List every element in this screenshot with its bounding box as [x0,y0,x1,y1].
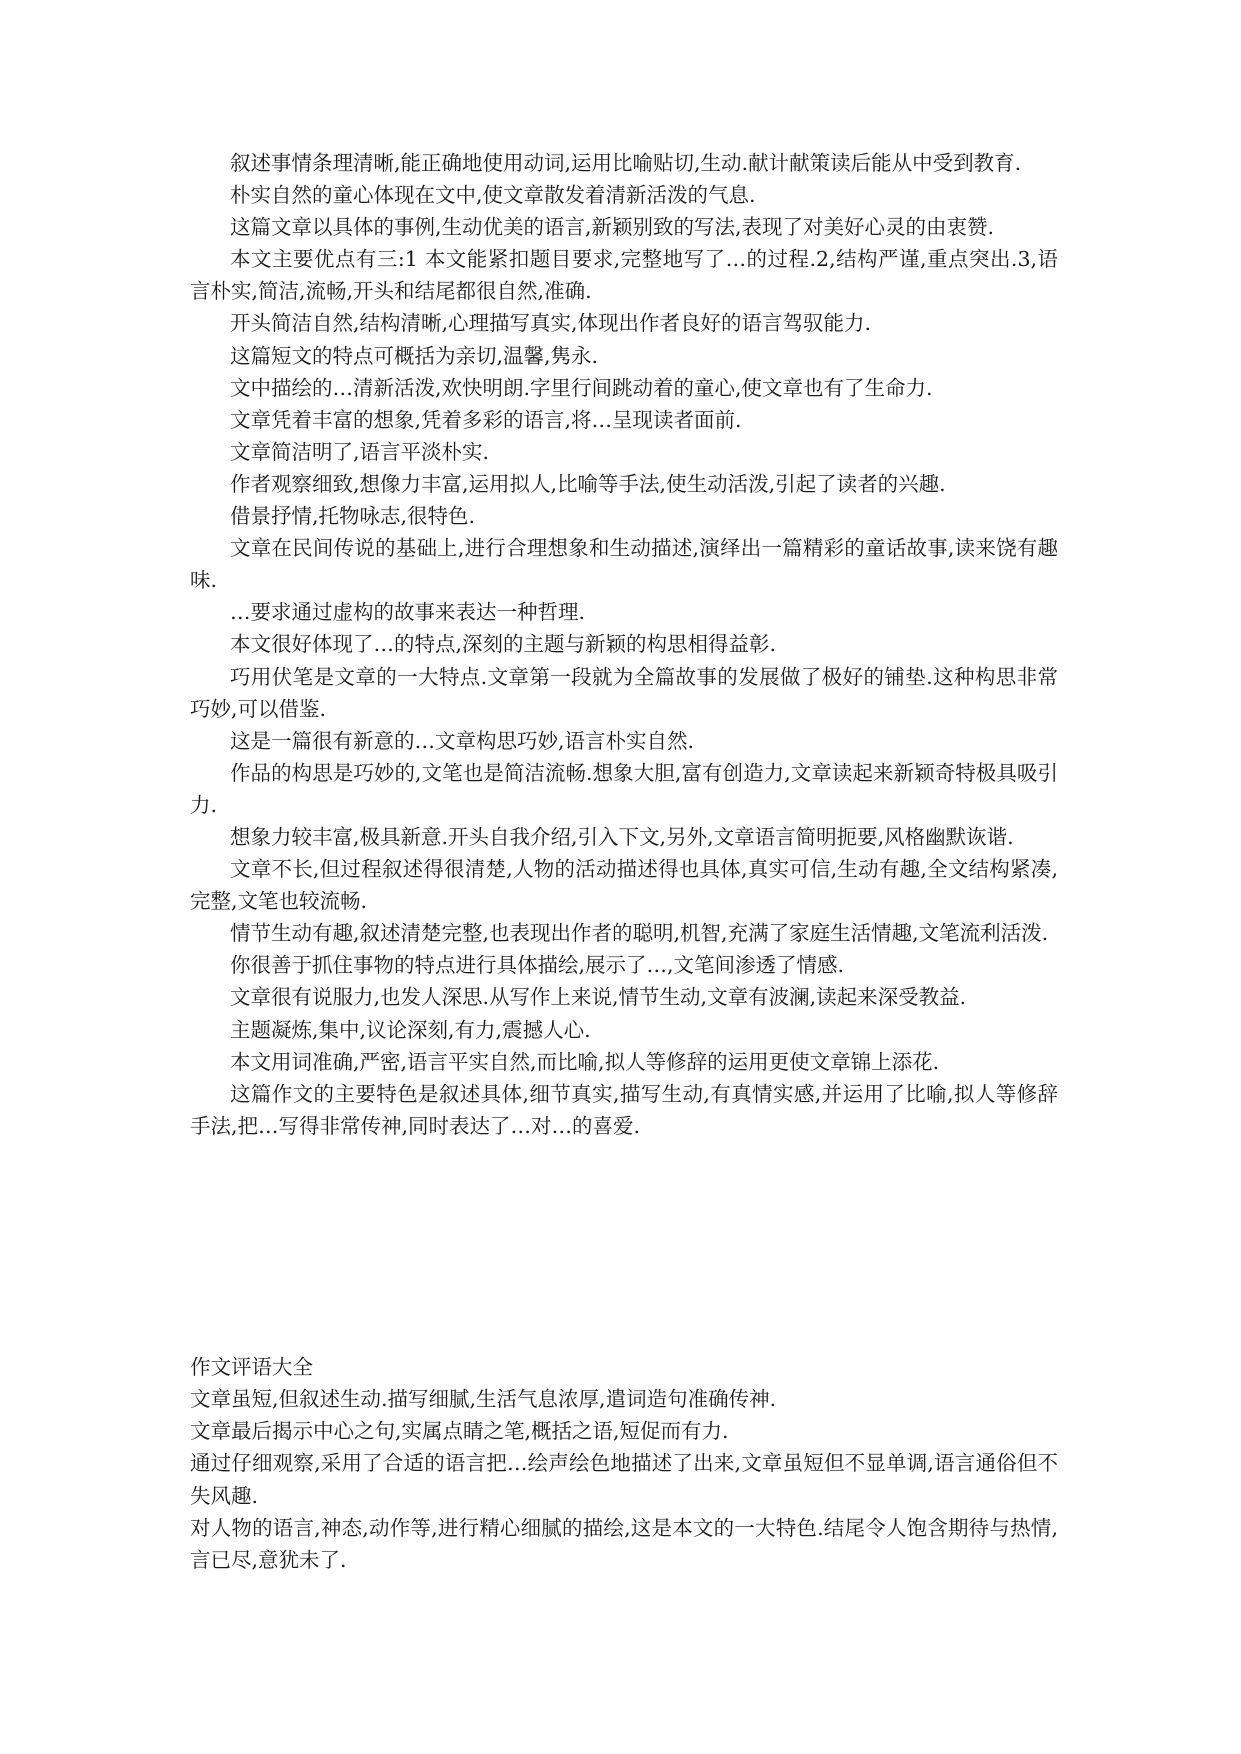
section-paragraph: 对人物的语言,神态,动作等,进行精心细腻的描绘,这是本文的一大特色.结尾令人饱含期待与热情,言已尽,意犹未了. [190,1515,1058,1573]
comment-paragraph: 开头简洁自然,结构清晰,心理描写真实,体现出作者良好的语言驾驭能力. [230,311,872,336]
comment-paragraph: 这篇文章以具体的事例,生动优美的语言,新颖别致的写法,表现了对美好心灵的由衷赞. [230,215,995,240]
comment-paragraph: 文章很有说服力,也发人深思.从写作上来说,情节生动,文章有波澜,读起来深受教益. [230,985,967,1010]
comment-paragraph: 叙述事情条理清晰,能正确地使用动词,运用比喻贴切,生动.献计献策读后能从中受到教育. [230,151,1022,175]
comment-paragraph: 这是一篇很有新意的…文章构思巧妙,语言朴实自然. [230,728,695,753]
comment-paragraph: …要求通过虚构的故事来表达一种哲理. [230,600,586,625]
comment-paragraph: 作者观察细致,想像力丰富,运用拟人,比喻等手法,使生动活泼,引起了读者的兴趣. [230,471,946,496]
comment-paragraph: 主题凝炼,集中,议论深刻,有力,震撼人心. [230,1017,591,1042]
comment-paragraph: 文章在民间传说的基础上,进行合理想象和生动描述,演绎出一篇精彩的童话故事,读来饶有趣味. [190,536,1058,593]
composition-comments-section [190,1351,1058,1576]
section-paragraph: 通过仔细观察,采用了合适的语言把…绘声绘色地描述了出来,文章虽短但不显单调,语言通俗但不失风趣. [190,1451,1058,1508]
comment-paragraph: 你很善于抓住事物的特点进行具体描绘,展示了…,文笔间渗透了情感. [230,953,845,978]
comment-paragraph: 想象力较丰富,极具新意.开头自我介绍,引入下文,另外,文章语言简明扼要,风格幽默诙谐. [230,824,1014,849]
comment-paragraph: 文中描绘的…清新活泼,欢快明朗.字里行间跳动着的童心,使文章也有了生命力. [230,375,933,400]
comment-paragraph: 这篇作文的主要特色是叙述具体,细节真实,描写生动,有真情实感,并运用了比喻,拟人等修辞手法,把…写得非常传神,同时表达了…对…的喜爱. [190,1081,1058,1138]
comment-paragraph: 借景抒情,托物咏志,很特色. [230,504,476,529]
comment-list [190,147,1058,1142]
section-title: 作文评语大全 [190,1355,313,1379]
comment-paragraph: 作品的构思是巧妙的,文笔也是简洁流畅.想象大胆,富有创造力,文章读起来新颖奇特极具吸引力. [190,760,1058,817]
section-paragraph: 文章最后揭示中心之句,实属点睛之笔,概括之语,短促而有力. [190,1419,729,1444]
section-paragraph: 文章虽短,但叙述生动.描写细腻,生活气息浓厚,遣词造句准确传神. [190,1387,777,1411]
comment-paragraph: 文章简洁明了,语言平淡朴实. [230,439,490,464]
comment-paragraph: 情节生动有趣,叙述清楚完整,也表现出作者的聪明,机智,充满了家庭生活情趣,文笔流利活泼. [230,921,1049,946]
comment-paragraph: 巧用伏笔是文章的一大特点.文章第一段就为全篇故事的发展做了极好的铺垫.这种构思非常巧妙,可以借鉴. [190,664,1058,721]
comment-paragraph: 朴实自然的童心体现在文中,使文章散发着清新活泼的气息. [230,183,756,208]
comment-paragraph: 文章凭着丰富的想象,凭着多彩的语言,将…呈现读者面前. [230,407,742,432]
comment-paragraph: 本文用词准确,严密,语言平实自然,而比喻,拟人等修辞的运用更使文章锦上添花. [230,1049,940,1074]
comment-paragraph: 文章不长,但过程叙述得很清楚,人物的活动描述得也具体,真实可信,生动有趣,全文结构紧凑,完整,文笔也较流畅. [190,857,1058,914]
comment-paragraph: 本文主要优点有三:1 本文能紧扣题目要求,完整地写了…的过程.2,结构严谨,重点突出.3,语言朴实,简洁,流畅,开头和结尾都很自然,准确. [190,247,1058,304]
comment-paragraph: 本文很好体现了…的特点,深刻的主题与新颖的构思相得益彰. [230,632,777,657]
comment-paragraph: 这篇短文的特点可概括为亲切,温馨,隽永. [230,343,599,368]
